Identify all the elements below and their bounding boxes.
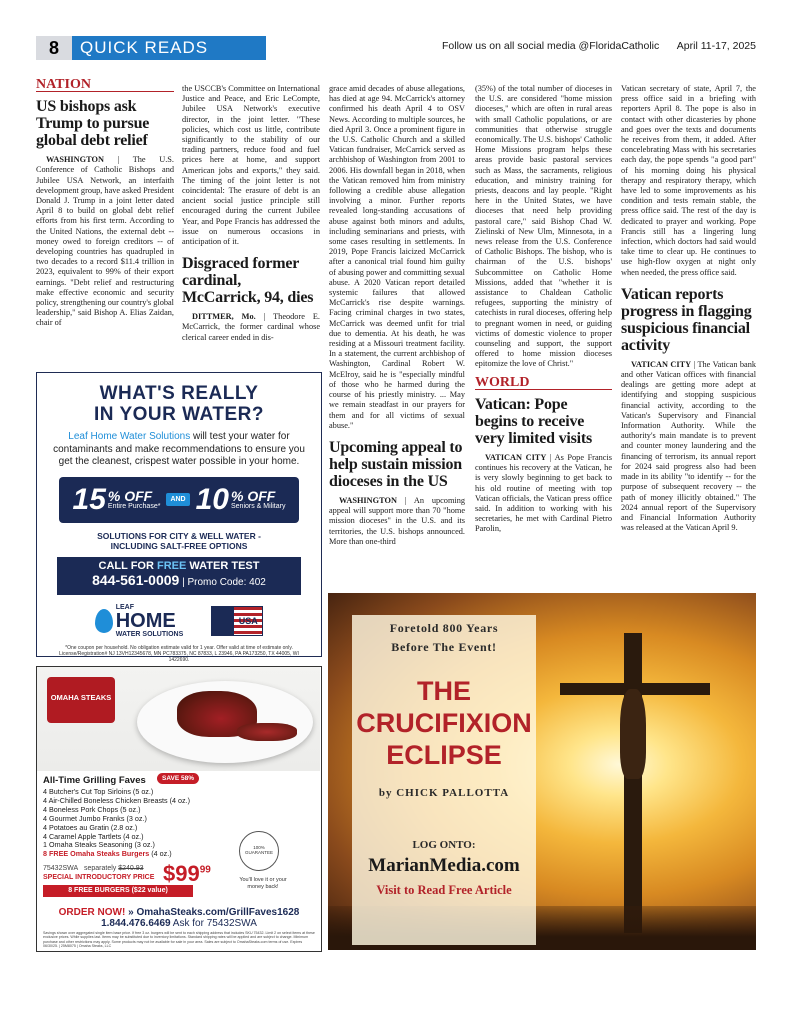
column-5 bbox=[621, 84, 756, 533]
dateline: WASHINGTON bbox=[46, 155, 104, 165]
column-1 bbox=[36, 77, 175, 329]
offer-banner bbox=[59, 477, 299, 523]
dateline: VATICAN CITY bbox=[631, 359, 692, 369]
column-4 bbox=[475, 84, 612, 535]
ad-tagline: Foretold 800 Years Before The Event! bbox=[389, 621, 499, 654]
guarantee-text: You'll love it or your money back! bbox=[239, 877, 287, 890]
guarantee-seal-icon: 100% GUARANTEE bbox=[239, 831, 279, 871]
ad-leaf-home-water[interactable] bbox=[36, 372, 322, 663]
dateline: WASHINGTON bbox=[339, 495, 397, 505]
section-title: QUICK READS bbox=[72, 36, 266, 60]
log-onto: LOG ONTO: bbox=[412, 839, 476, 851]
solutions-text: SOLUTIONS FOR CITY & WELL WATER - INCLUDING SALT-FREE OPTIONS bbox=[97, 530, 261, 551]
ad-headline: WHAT'S REALLY IN YOUR WATER? bbox=[94, 383, 264, 425]
ad-subtext: Leaf Home Water Solutions will test your water for contaminants and make recommendations to ensure you get the cleanest, crispest water possible in your home. bbox=[53, 431, 305, 467]
usa-flag-icon: USA bbox=[211, 606, 263, 636]
price-block: 75432SWA separately $240.93 $\$99^{99}$ SPECIAL INTRODUCTORY PRICE 8 FREE BURGERS ($22 value) bbox=[43, 865, 233, 897]
ad-fine-print: *One coupon per household. No obligation estimate valid for 1 year. Offer valid at time of estimate only. License/Registration# NJ 13VH12345678, MN PC783375, NC 87833, L 23946, PA PA173250, TX 44005, WI 1422690. bbox=[59, 644, 299, 663]
call-box[interactable]: CALL FOR FREE WATER TEST 844-561-0009 | Promo Code: 402 bbox=[57, 557, 301, 595]
offer-15: 15 % OFF Entire Purchase* bbox=[72, 482, 161, 516]
cross-icon bbox=[624, 633, 642, 933]
article-debt-relief-cont: the USCCB's Committee on International Justice and Peace, and Eric LeCompte, Jubilee USA Network's executive director, in the joint letter. "These policies, which cost us little, contribute significantly to the stability of our trading partners, reduce food and fuel prices here at home, and support American jobs and exports," they said. The timing of the joint letter is not coincidental: The erasure of debt is an ancient social justice principle still encouraged during the current Jubilee Year, and Pope Francis has addressed the issue on numerous occasions in anticipation of it. bbox=[182, 84, 320, 247]
article-mccarrick-cont: grace amid decades of abuse allegations, has died at age 94. McCarrick's attorney confirmed his death April 4 to OSV News. According to multiple sources, he died April 3. Once a prominent figure in the U.S. Catholic Church and a skilled Vatican fundraiser, McCarrick served as archbishop of Washington from 2001 to 2006. His downfall began in 2018, when the Vatican removed him from ministry following a credible abuse allegation involving a minor. Further reports revealed long-standing accusations of abuse against both minors and adults, including seminarians and priests, with some cases resulting in settlements. In 2019, Pope Francis laicized McCarrick after a canonical trial found him guilty of abusing power and committing sexual abuse. A 2020 Vatican report detailed systemic failures that allowed McCarrick's rise despite warnings. Facing criminal charges in two states, McCarrick was deemed unfit for trial due to dementia. At his death, he was residing at a Missouri treatment facility. In a statement, the current archbishop of Washington, Cardinal Robert W. McElroy, said he is "especially mindful of those who he harmed during the course of his priestly ministry. ... May we remain steadfast in our prayers for them and for all victims of sexual abuse." bbox=[329, 84, 465, 430]
ad-author: by CHICK PALLOTTA bbox=[378, 787, 510, 799]
ad-fine-print: Savings shown over aggregated single item base price. If free 3 oz. burgers will be sent to each shipping address that includes SKU 75432. Limit 2 on select items at these exclusive prices. While supplies last. Items may be substituted due to inventory limitations. Standard shipping rates will be applied and are subject to change. Minimum purchase and other restrictions may apply. Some products may not be available for sale in your area. Sales are subject to OmahaSteaks.com terms of use. Expires 06/30/25. | 25M8075 | Omaha Steaks, LLC bbox=[43, 931, 315, 949]
headline-mccarrick[interactable]: Disgraced former cardinal, McCarrick, 94, dies bbox=[182, 255, 314, 307]
omaha-logo: OMAHA STEAKS bbox=[47, 677, 115, 723]
article-debt-relief: WASHINGTON | The U.S. Conference of Catholic Bishops and Jubilee USA Network, an interfaith development group, have asked President Donald J. Trump in a joint letter dated April 8 to build on global debt relief efforts from his first term. According to the United Nations, the external debt -- money owed to foreign creditors -- of developing countries has quadrupled in two decades to a record $11.4 trillion in 2023, equivalent to 99% of their export earnings. "Debt relief and restructuring make effective economic and security policy, strengthening our country's global leadership," said Bishop A. Elias Zaidan, chair of bbox=[36, 155, 175, 328]
article-mission-dioceses: WASHINGTON | An upcoming appeal will support more than 70 "home mission dioceses" in the U.S. and its territories, the U.S. bishops announced. More than one-third bbox=[329, 495, 465, 546]
ad-omaha-steaks[interactable] bbox=[36, 666, 322, 952]
social-line[interactable]: Follow us on all social media @FloridaCatholic bbox=[442, 40, 660, 52]
leaf-home-logo: LEAF HOME WATER SOLUTIONS bbox=[95, 603, 184, 639]
page-header bbox=[36, 36, 756, 60]
order-block[interactable]: ORDER NOW! » OmahaSteaks.com/GrillFaves1628 1.844.476.6469 Ask for 75432SWA Savings shown over aggregated single item base price. If free 3 oz. burgers will be sent to each shipping address that includes SKU 75432. Limit 2 on select items at these exclusive prices. While supplies last. Items may be substituted due to inventory limitations. Standard shipping rates will be applied and are subject to change. Minimum purchase and other restrictions may apply. Some products may not be available for sale in your area. Sales are subject to OmahaSteaks.com terms of use. Expires 06/30/25. | 25M8075 | Omaha Steaks, LLC bbox=[43, 907, 315, 949]
issue-date: April 11-17, 2025 bbox=[676, 40, 756, 52]
phone-number: 844-561-0009 | Promo Code: 402 bbox=[92, 571, 266, 588]
visit-link[interactable]: Visit to Read Free Article bbox=[376, 883, 512, 897]
free-burgers-bar: 8 FREE BURGERS ($22 value) bbox=[43, 885, 193, 897]
steak-photo bbox=[37, 667, 320, 771]
dateline: VATICAN CITY bbox=[485, 452, 547, 462]
ad-url-link[interactable]: MarianMedia.com bbox=[368, 855, 520, 876]
price: $\$99^{99}$ bbox=[163, 861, 211, 886]
column-3 bbox=[329, 84, 465, 547]
section-kicker-nation: NATION bbox=[36, 80, 174, 92]
headline-mission-dioceses[interactable]: Upcoming appeal to help sustain mission dioceses in the US bbox=[329, 438, 463, 490]
article-mccarrick: DITTMER, Mo. | Theodore E. McCarrick, the former cardinal whose clerical career ended in dis- bbox=[182, 312, 320, 342]
ad-book-title: THE CRUCIFIXION ECLIPSE bbox=[356, 676, 532, 770]
article-pope-visits: VATICAN CITY | As Pope Francis continues his recovery at the Vatican, he is very slowly beginning to get back to his old routine of meeting with top Vatican officials, the Vatican press office said. In addition to working with his secretaries, he met with Cardinal Pietro Parolin, bbox=[475, 452, 612, 534]
headline-debt-relief[interactable]: US bishops ask Trump to pursue global debt relief bbox=[36, 98, 150, 150]
page-number: 8 bbox=[36, 36, 72, 60]
offer-10: 10 % OFF Seniors & Military bbox=[195, 482, 286, 516]
article-mission-dioceses-cont: (35%) of the total number of dioceses in the U.S. are considered "home mission dioceses," which are often in rural areas with small Catholic populations, or are communities that otherwise struggle economically. The U.S. bishops' Catholic Home Missions program helps these areas provide basic pastoral services such as Mass, the sacraments, religious education, and ministry training for priests, deacons and lay people. "Right here in the United States, we have dioceses that need help providing pastoral care," said Bishop Chad W. Zielinski of New Ulm, Minnesota, in a news release from the U.S. Conference of Catholic Bishops. The bishop, who is chairman of the U.S. bishops' Subcommittee on Catholic Home Missions, added that "whether it is assistance to Chaldean Catholic refugees, supporting the ministry of catechists in rural dioceses, offering help to pregnant women in need, or guiding victims of domestic violence to proper counseling and support, the support offered to home mission dioceses epitomize the love of Christ." bbox=[475, 84, 612, 369]
article-pope-visits-cont: Vatican secretary of state, April 7, the press office said in a briefing with reporters April 8. The pope is also in contact with other dicasteries by phone and goes over the texts and documents he receives from them, it added. After concelebrating Mass with his secretaries each day, the pope spends "a good part" of his morning doing his physical therapy and respiratory therapy, which have led to some improvements as his condition and tests remain stable, the press office said. The rest of the day is dedicated to prayer and working. Pope Francis still has a lingering lung infection, which doctors had said would take time to clear up. He continues to use high-flow oxygen at night only when needed, the press office said. bbox=[621, 84, 756, 277]
and-badge: AND bbox=[166, 493, 189, 506]
water-drop-icon bbox=[95, 609, 113, 633]
headline-vatican-financial[interactable]: Vatican reports progress in flagging suspicious financial activity bbox=[621, 285, 752, 354]
article-vatican-financial: VATICAN CITY | The Vatican bank and other Vatican offices with financial dealings are getting more adept at identifying and stopping suspicious financial activity, according to the Vatican's Supervisory and Financial Information Authority. While the authority's main mandate is to prevent and counter money laundering and the financing of terrorism, its annual report for 2024 said progress also had been made in its ability "to identify -- for the purpose of subsequent recovery -- the path of money illicitly obtained." The 2024 annual report of the Supervisory and Financial Information Authority was released at the Vatican April 9. bbox=[621, 359, 756, 533]
item-list: 4 Butcher's Cut Top Sirloins (5 oz.) 4 Air-Chilled Boneless Chicken Breasts (4 oz.) 4 Boneless Pork Chops (5 oz.) 4 Gourmet Jumbo Franks (3 oz.) 4 Potatoes au Gratin (2.8 oz.) 4 Caramel Apple Tartlets (4 oz.) 1 Omaha Steaks Seasoning (3 oz.) 8 FREE Omaha Steaks Burgers (4 oz.) bbox=[43, 787, 191, 859]
offer-title: All-Time Grilling Faves bbox=[43, 775, 146, 786]
column-2 bbox=[182, 84, 320, 343]
save-badge: SAVE 58% bbox=[157, 773, 199, 784]
dateline: DITTMER, Mo. bbox=[192, 312, 256, 322]
section-kicker-world: WORLD bbox=[475, 378, 612, 390]
ad-crucifixion-eclipse[interactable] bbox=[328, 593, 756, 950]
headline-pope-visits[interactable]: Vatican: Pope begins to receive very limited visits bbox=[475, 395, 593, 447]
ad-logos bbox=[37, 603, 321, 639]
